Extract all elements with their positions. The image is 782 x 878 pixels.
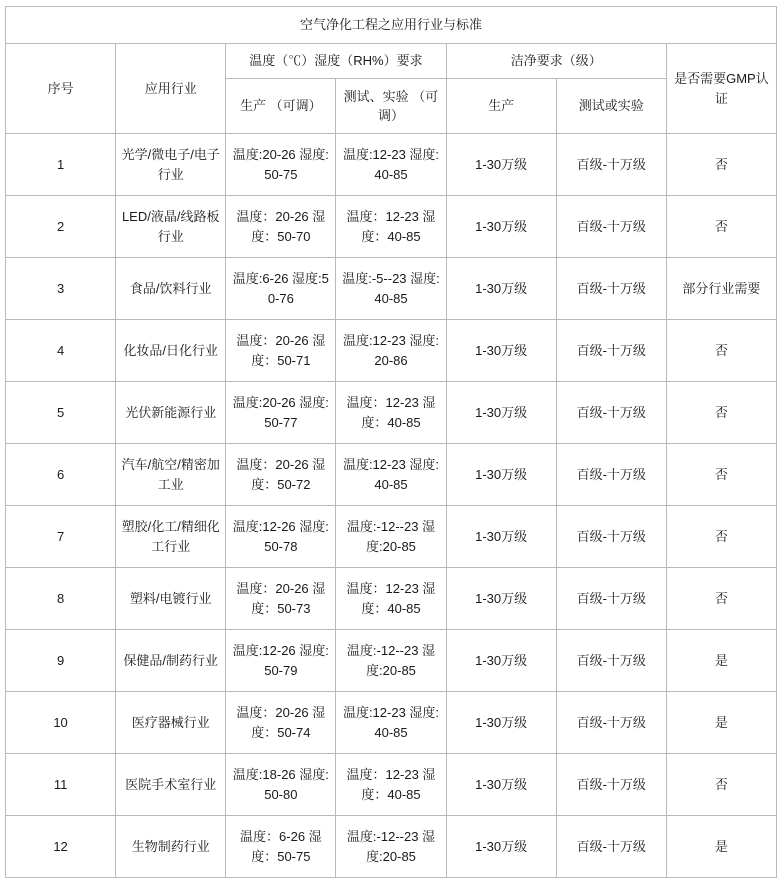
cell-temp-production: 温度:20-26 湿度:50-75 [226, 134, 336, 196]
header-row-group [6, 44, 777, 79]
cell-seq: 3 [6, 258, 116, 320]
cell-industry: 光伏新能源行业 [116, 382, 226, 444]
cell-temp-test: 温度：12-23 湿度：40-85 [336, 382, 446, 444]
header-temp-test: 测试、实验 （可调） [336, 79, 446, 134]
cell-seq: 1 [6, 134, 116, 196]
cell-temp-production: 温度:6-26 湿度:50-76 [226, 258, 336, 320]
cell-gmp: 是 [666, 630, 776, 692]
cell-temp-test: 温度：12-23 湿度：40-85 [336, 568, 446, 630]
cell-industry: 生物制药行业 [116, 816, 226, 878]
cell-temp-production: 温度:12-26 湿度:50-79 [226, 630, 336, 692]
cell-clean-production: 1-30万级 [446, 506, 556, 568]
table-row [6, 506, 777, 568]
cell-temp-production: 温度：20-26 湿度：50-74 [226, 692, 336, 754]
header-cleanliness-group: 洁净要求（级） [446, 44, 666, 79]
cell-clean-test: 百级-十万级 [556, 382, 666, 444]
cell-industry: 医院手术室行业 [116, 754, 226, 816]
cell-industry: 塑胶/化工/精细化工行业 [116, 506, 226, 568]
table-row [6, 320, 777, 382]
cell-clean-test: 百级-十万级 [556, 692, 666, 754]
cell-temp-test: 温度:12-23 湿度:40-85 [336, 692, 446, 754]
cell-temp-production: 温度：6-26 湿度：50-75 [226, 816, 336, 878]
cell-clean-production: 1-30万级 [446, 382, 556, 444]
cell-gmp: 否 [666, 568, 776, 630]
cell-seq: 7 [6, 506, 116, 568]
header-temp-humidity-group: 温度（℃）湿度（RH%）要求 [226, 44, 446, 79]
cell-seq: 11 [6, 754, 116, 816]
cell-temp-production: 温度：20-26 湿度：50-71 [226, 320, 336, 382]
cell-clean-test: 百级-十万级 [556, 568, 666, 630]
header-gmp: 是否需要GMP认证 [666, 44, 776, 134]
cell-gmp: 否 [666, 444, 776, 506]
table-row [6, 196, 777, 258]
table-row [6, 754, 777, 816]
cell-industry: 医疗器械行业 [116, 692, 226, 754]
cell-seq: 2 [6, 196, 116, 258]
header-industry: 应用行业 [116, 44, 226, 134]
cell-temp-production: 温度：20-26 湿度：50-73 [226, 568, 336, 630]
cell-clean-production: 1-30万级 [446, 320, 556, 382]
cell-clean-test: 百级-十万级 [556, 506, 666, 568]
cell-seq: 6 [6, 444, 116, 506]
cell-gmp: 是 [666, 692, 776, 754]
table-title-row [6, 7, 777, 44]
cell-temp-test: 温度:12-23 湿度:40-85 [336, 134, 446, 196]
cell-seq: 5 [6, 382, 116, 444]
cell-industry: 化妆品/日化行业 [116, 320, 226, 382]
cell-clean-production: 1-30万级 [446, 568, 556, 630]
table-row [6, 692, 777, 754]
header-clean-test: 测试或实验 [556, 79, 666, 134]
header-clean-production: 生产 [446, 79, 556, 134]
cell-clean-test: 百级-十万级 [556, 754, 666, 816]
cell-temp-production: 温度：20-26 湿度：50-70 [226, 196, 336, 258]
cell-seq: 8 [6, 568, 116, 630]
cell-temp-test: 温度:-12--23 湿度:20-85 [336, 816, 446, 878]
cell-gmp: 是 [666, 816, 776, 878]
cell-seq: 9 [6, 630, 116, 692]
cell-gmp: 否 [666, 320, 776, 382]
cell-clean-production: 1-30万级 [446, 258, 556, 320]
cell-clean-production: 1-30万级 [446, 630, 556, 692]
table-row [6, 444, 777, 506]
header-seq: 序号 [6, 44, 116, 134]
cell-temp-test: 温度:-12--23 湿度:20-85 [336, 506, 446, 568]
cell-industry: 食品/饮料行业 [116, 258, 226, 320]
cell-gmp: 否 [666, 506, 776, 568]
cell-clean-production: 1-30万级 [446, 816, 556, 878]
cell-industry: 光学/微电子/电子行业 [116, 134, 226, 196]
cell-industry: 保健品/制药行业 [116, 630, 226, 692]
cell-gmp: 否 [666, 382, 776, 444]
cell-clean-test: 百级-十万级 [556, 816, 666, 878]
cell-gmp: 否 [666, 134, 776, 196]
cell-industry: LED/液晶/线路板行业 [116, 196, 226, 258]
cell-industry: 塑料/电镀行业 [116, 568, 226, 630]
cell-clean-production: 1-30万级 [446, 692, 556, 754]
cell-temp-production: 温度:20-26 湿度:50-77 [226, 382, 336, 444]
table-row [6, 382, 777, 444]
cell-gmp: 部分行业需要 [666, 258, 776, 320]
cell-temp-test: 温度：12-23 湿度：40-85 [336, 754, 446, 816]
cell-temp-test: 温度:12-23 湿度:20-86 [336, 320, 446, 382]
cell-clean-test: 百级-十万级 [556, 258, 666, 320]
cell-clean-production: 1-30万级 [446, 444, 556, 506]
cell-temp-production: 温度:12-26 湿度:50-78 [226, 506, 336, 568]
cell-seq: 10 [6, 692, 116, 754]
table-row [6, 134, 777, 196]
cell-clean-test: 百级-十万级 [556, 134, 666, 196]
cell-temp-test: 温度:-12--23 湿度:20-85 [336, 630, 446, 692]
cell-temp-test: 温度：12-23 湿度：40-85 [336, 196, 446, 258]
table-row [6, 258, 777, 320]
cell-temp-test: 温度:12-23 湿度:40-85 [336, 444, 446, 506]
cell-seq: 4 [6, 320, 116, 382]
table-row [6, 568, 777, 630]
cell-temp-test: 温度:-5--23 湿度:40-85 [336, 258, 446, 320]
industry-standards-table [5, 6, 777, 878]
table-row [6, 630, 777, 692]
cell-gmp: 否 [666, 196, 776, 258]
cell-clean-production: 1-30万级 [446, 196, 556, 258]
cell-seq: 12 [6, 816, 116, 878]
page-title: 空气净化工程之应用行业与标准 [6, 7, 777, 44]
cell-temp-production: 温度：20-26 湿度：50-72 [226, 444, 336, 506]
cell-industry: 汽车/航空/精密加工业 [116, 444, 226, 506]
cell-clean-test: 百级-十万级 [556, 444, 666, 506]
cell-clean-test: 百级-十万级 [556, 630, 666, 692]
cell-gmp: 否 [666, 754, 776, 816]
cell-clean-test: 百级-十万级 [556, 320, 666, 382]
table-row [6, 816, 777, 878]
header-temp-production: 生产 （可调） [226, 79, 336, 134]
cell-clean-test: 百级-十万级 [556, 196, 666, 258]
cell-clean-production: 1-30万级 [446, 754, 556, 816]
cell-temp-production: 温度:18-26 湿度:50-80 [226, 754, 336, 816]
cell-clean-production: 1-30万级 [446, 134, 556, 196]
